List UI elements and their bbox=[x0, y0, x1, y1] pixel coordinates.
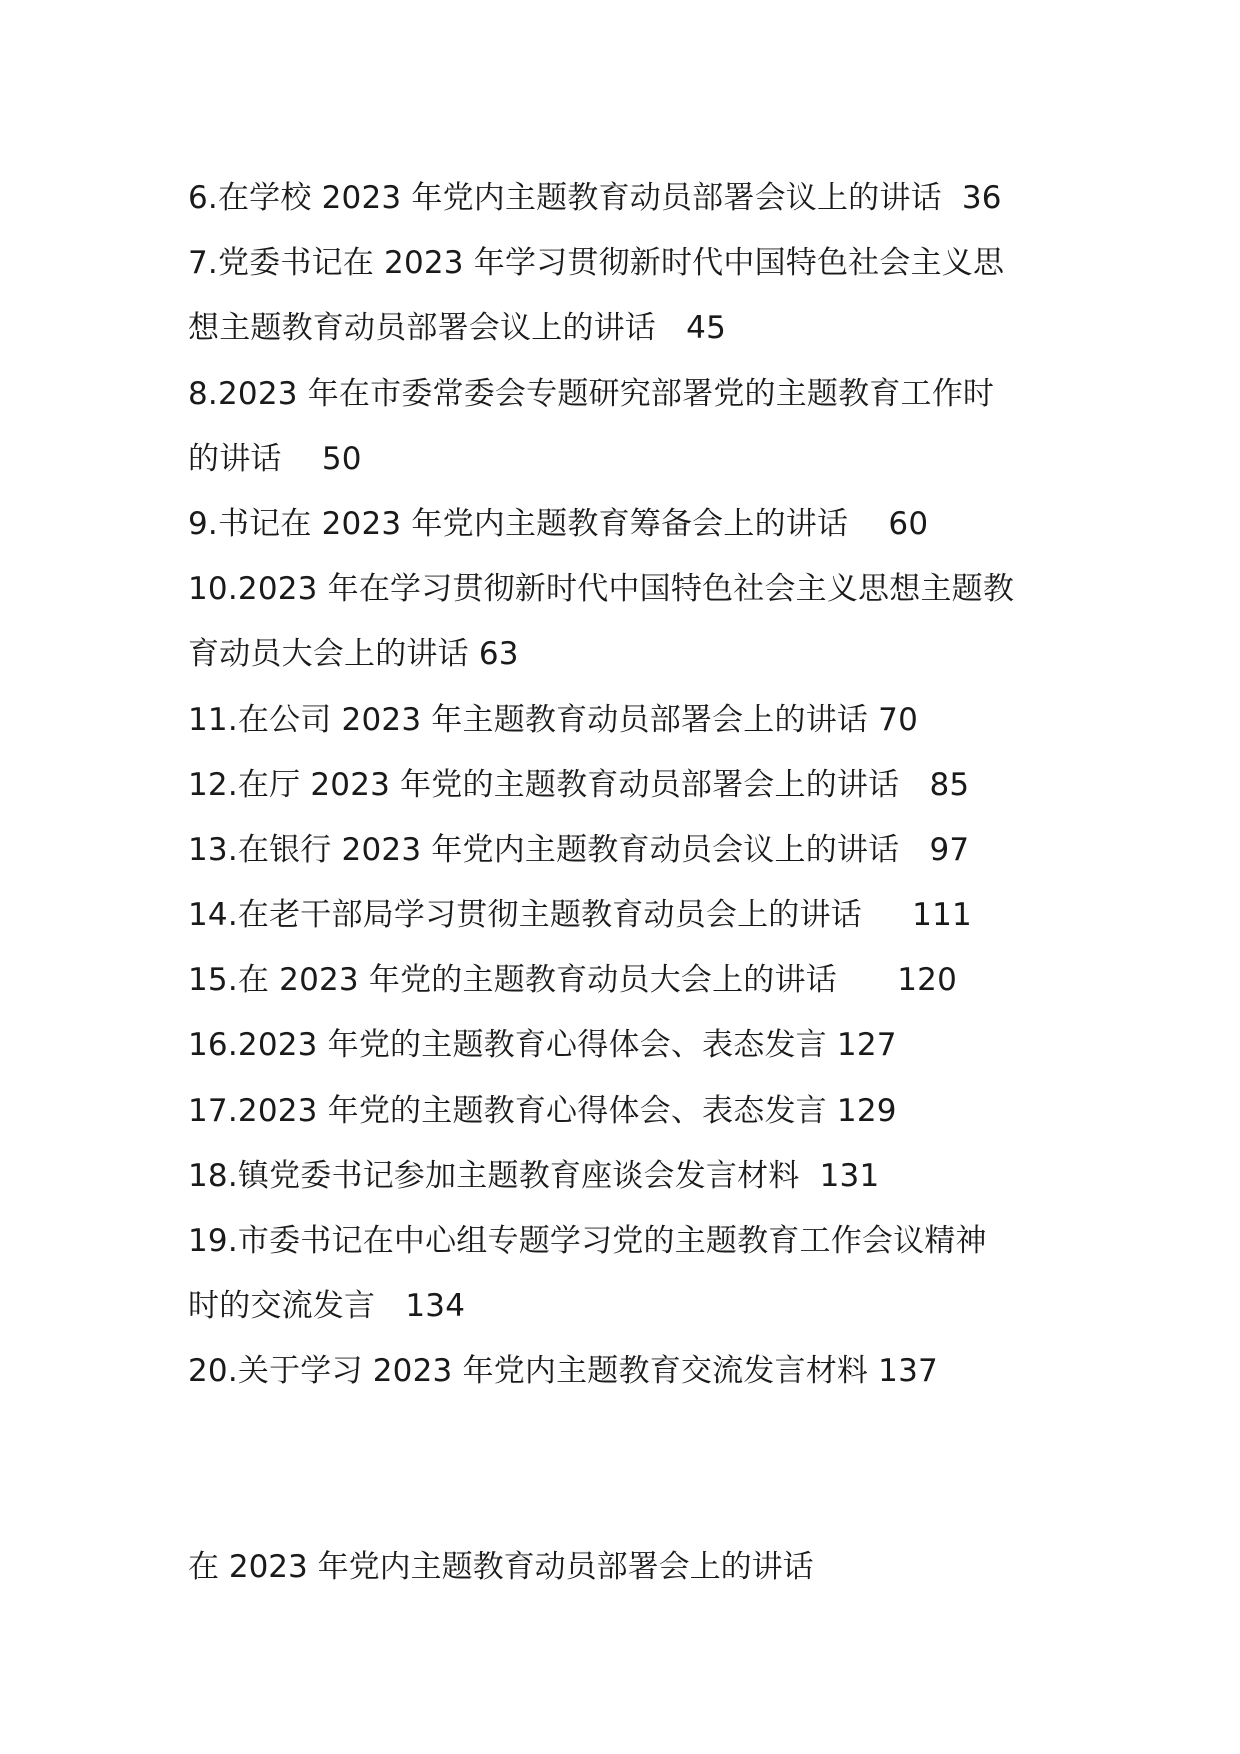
toc-entry-10-line-2: 育动员大会上的讲话 63 bbox=[188, 636, 519, 673]
toc-entry-11: 11.在公司 2023 年主题教育动员部署会上的讲话 70 bbox=[188, 701, 918, 738]
toc-entry-6: 6.在学校 2023 年党内主题教育动员部署会议上的讲话 36 bbox=[188, 180, 1002, 216]
toc-entry-13: 13.在银行 2023 年党内主题教育动员会议上的讲话 97 bbox=[188, 831, 970, 868]
toc-entry-19-line-1: 19.市委书记在中心组专题学习党的主题教育工作会议精神 bbox=[188, 1223, 987, 1259]
toc-entry-20: 20.关于学习 2023 年党内主题教育交流发言材料 137 bbox=[188, 1353, 938, 1390]
toc-entry-8-line-1: 8.2023 年在市委常委会专题研究部署党的主题教育工作时 bbox=[188, 375, 995, 412]
toc-entry-18: 18.镇党委书记参加主题教育座谈会发言材料 131 bbox=[188, 1157, 880, 1194]
toc-entry-12: 12.在厅 2023 年党的主题教育动员部署会上的讲话 85 bbox=[188, 766, 970, 803]
toc-entry-14: 14.在老干部局学习贯彻主题教育动员会上的讲话 111 bbox=[188, 897, 972, 934]
toc-entry-10-line-1: 10.2023 年在学习贯彻新时代中国特色社会主义思想主题教 bbox=[188, 571, 1015, 608]
toc-entry-15: 15.在 2023 年党的主题教育动员大会上的讲话 120 bbox=[188, 962, 957, 999]
toc-entry-8-line-2: 的讲话 50 bbox=[188, 440, 362, 477]
toc-entry-19-line-2: 时的交流发言 134 bbox=[188, 1288, 466, 1325]
toc-entry-7-line-1: 7.党委书记在 2023 年学习贯彻新时代中国特色社会主义思 bbox=[188, 245, 1005, 282]
toc-entry-16: 16.2023 年党的主题教育心得体会、表态发言 127 bbox=[188, 1027, 897, 1064]
toc-entry-9: 9.书记在 2023 年党内主题教育筹备会上的讲话 60 bbox=[188, 505, 929, 542]
section-heading: 在 2023 年党内主题教育动员部署会上的讲话 bbox=[188, 1549, 814, 1585]
toc-entry-17: 17.2023 年党的主题教育心得体会、表态发言 129 bbox=[188, 1092, 897, 1129]
table-of-contents bbox=[188, 166, 1068, 1405]
toc-entry-7-line-2: 想主题教育动员部署会议上的讲话 45 bbox=[188, 310, 727, 347]
